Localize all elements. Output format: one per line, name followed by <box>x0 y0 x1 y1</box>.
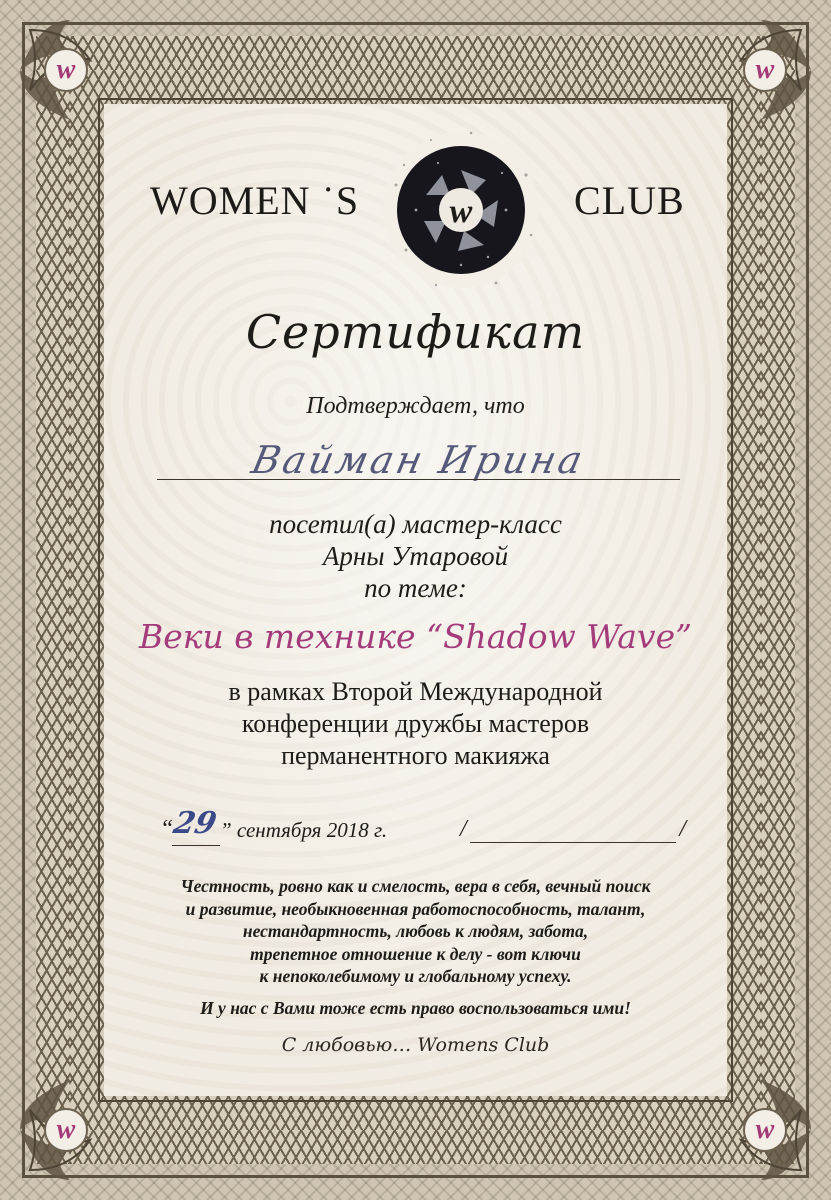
signoff-line: С любовью… Womens Club <box>281 1034 550 1056</box>
certificate-title: Сертификат <box>245 305 586 359</box>
w-emblem-icon: w <box>743 48 787 92</box>
conference-line: перманентного макияжа <box>281 741 550 770</box>
corner-ornament-bottom-left <box>10 1070 130 1190</box>
club-name-left: WOMEN ˙S <box>150 178 360 223</box>
motto-line: трепетное отношение к делу - вот ключи <box>250 943 581 964</box>
closing-line: И у нас с Вами тоже есть право воспользоваться ими! <box>200 998 631 1018</box>
w-emblem-icon: w <box>743 1108 787 1152</box>
corner-ornament-top-right <box>701 10 821 130</box>
conference-line: в рамках Второй Международной <box>228 677 603 706</box>
motto-line: к непоколебимому и глобальному успеху. <box>259 966 572 986</box>
corner-ornament-bottom-right <box>701 1070 821 1190</box>
w-emblem-icon: w <box>44 48 88 92</box>
w-emblem-icon: w <box>44 1108 88 1152</box>
motto-line: нестандартность, любовь к людям, забота, <box>242 921 589 941</box>
motto-line: Честность, ровно как и смелость, вера в себя, вечный поиск <box>180 876 651 896</box>
date-month-year: ” сентября 2018 г. <box>220 818 388 842</box>
recipient-name: Вайман Ирина <box>247 438 590 482</box>
motto-paragraph <box>130 875 701 988</box>
svg-text:w: w <box>449 193 473 230</box>
signature-field <box>460 816 686 846</box>
workshop-topic: Веки в технике “Shadow Wave” <box>139 617 692 656</box>
signature-left-slash: / <box>460 816 467 842</box>
club-header <box>104 125 727 295</box>
name-underline <box>157 479 680 480</box>
club-logo-icon <box>376 125 546 295</box>
date-open-quote: “ <box>160 816 174 842</box>
conference-text <box>104 676 727 772</box>
visited-line: посетил(а) мастер-класс <box>269 509 562 539</box>
day-underline <box>172 845 220 846</box>
visited-text <box>104 508 727 604</box>
corner-ornament-top-left <box>10 10 130 130</box>
signature-line <box>470 842 676 843</box>
conference-line: конференции дружбы мастеров <box>241 709 590 738</box>
confirm-text: Подтверждает, что <box>306 393 525 419</box>
club-name-right: CLUB <box>574 178 685 223</box>
date-signature-row <box>104 806 727 852</box>
signature-right-slash: / <box>679 816 686 842</box>
date-day: 29 <box>170 806 220 841</box>
visited-line: по теме: <box>364 573 467 603</box>
visited-line: Арны Утаровой <box>322 541 509 571</box>
motto-line: и развитие, необыкновенная работоспособность, талант, <box>185 898 646 919</box>
